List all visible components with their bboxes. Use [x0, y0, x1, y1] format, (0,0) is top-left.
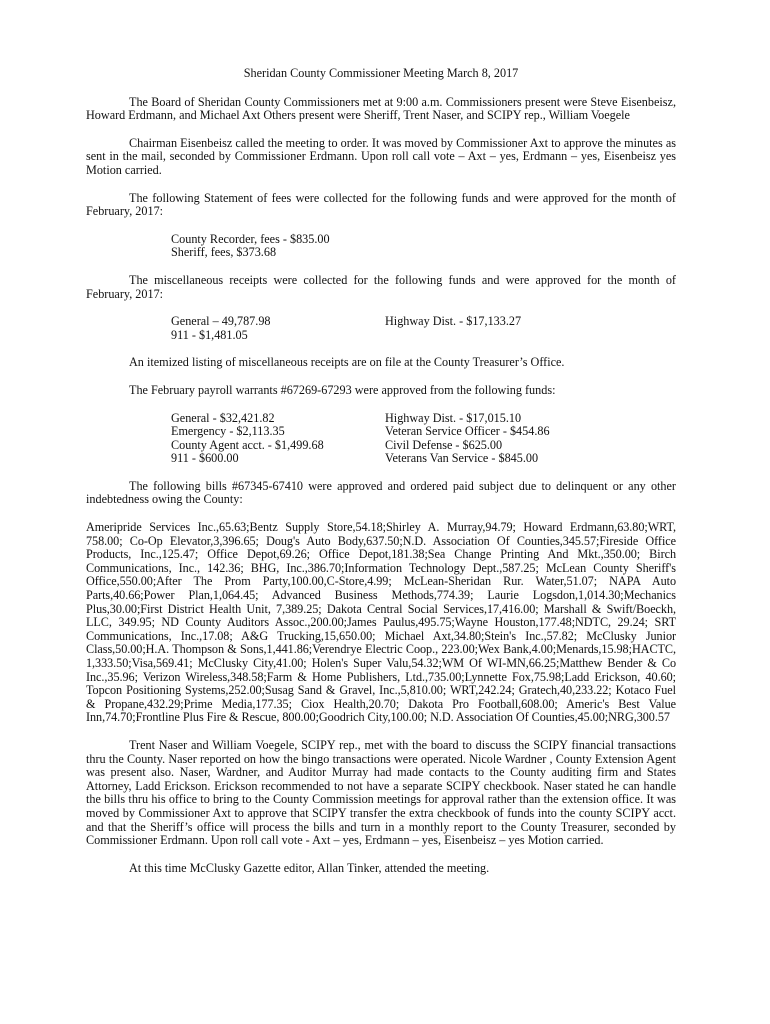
receipt-fund-left: 911 - $1,481.05 [171, 327, 248, 342]
bills-listing: Ameripride Services Inc.,65.63;Bentz Supply Store,54.18;Shirley A. Murray,94.79; Howard Erdmann,63.80;WRT, 758.00; Co-Op Elevator,3,396.65; Doug's Auto Body,637.50;N.D. Association Of Counties,345.57;Fireside Office Products, Inc.,125.47; Office Depot,69.26; Office Depot,181.38;Sea Change Printing And Mkt.,350.00; Birch Communications, Inc., 142.36; BHG, Inc.,386.70;Information Technology Dept.,587.25; McLean County Sheriff's Office,550.00;After The Prom Party,100.00,C-Store,4.99; McLean-Sheridan Rur. Water,51.07; NAPA Auto Parts,40.66;Power Plan,1,064.45; Advanced Business Methods,774.39; Laurie Logsdon,1,014.30;Mechanics Plus,30.00;First District Health Unit, 7,389.25; Dakota Central Social Services,17,416.00; Marshall & Swift/Boeckh, LLC, 349.95; ND County Auditors Assoc.,200.00;James Paulus,495.75;Wayne Houston,177.48;NDTC, 29.24; SRT Communications, Inc.,17.08; A&G Trucking,15,650.00; Michael Axt,34.80;Stein's Inc.,57.82; McClusky Junior Class,50.00;H.A. Thompson & Sons,1,441.86;Verendrye Electric Coop., 223.00;Wex Bank,4.00;Menards,15.98;HACTC, 1,333.50;Visa,569.41; McClusky City,41.00; Holen's Super Valu,54.32;WM Of WI-MN,66.25;Matthew Bender & Co Inc.,35.96; Verizon Wireless,348.58;Farm & Home Publishers, Ltd.,735.00;Lynnette Fox,75.98;Ladd Erickson, 40.60; Topcon Positioning Systems,252.00;Susag Sand & Gravel, Inc.,5,810.00; WRT,242.24; Gratech,40,233.22; Kotaco Fuel & Propane,432.29;Prime Media,177.35; Ciox Health,20.70; Dakota Pro Football,608.00; Americ's Best Value Inn,74.70;Frontline Plus Fire & Rescue, 800.00;Goodrich City,100.00; N.D. Association Of Counties,45.00;NRG,300.57 [86, 520, 676, 725]
paragraph-itemized-listing: An itemized listing of miscellaneous receipts are on file at the County Treasurer’s Office. [129, 355, 565, 370]
list-item [171, 233, 676, 247]
list-item [171, 315, 676, 329]
payroll-fund-right: Civil Defense - $625.00 [385, 437, 503, 452]
payroll-fund-right: Veterans Van Service - $845.00 [385, 451, 539, 466]
payroll-fund-left: Emergency - $2,113.35 [171, 424, 285, 439]
receipt-fund-right: Highway Dist. - $17,133.27 [385, 314, 522, 329]
list-item [171, 452, 676, 466]
misc-receipts-list [171, 315, 676, 342]
receipt-fund-left: General – 49,787.98 [171, 314, 271, 329]
paragraph-gazette-editor: At this time McClusky Gazette editor, Allan Tinker, attended the meeting. [129, 860, 490, 875]
payroll-fund-right: Veteran Service Officer - $454.86 [385, 424, 550, 439]
payroll-fund-left: General - $32,421.82 [171, 410, 275, 425]
document-body [86, 67, 676, 889]
list-item [171, 439, 676, 453]
document-title: Sheridan County Commissioner Meeting March 8, 2017 [243, 66, 519, 80]
paragraph-scipy-discussion: Trent Naser and William Voegele, SCIPY rep., met with the board to discuss the SCIPY financial transactions thru the County. Naser reported on how the bingo transactions were operated. Nicole Wardner , County Extension Agent was present also. Naser, Wardner, and Auditor Murray had made contacts to the County auditing firm and States Attorney, Ladd Erickson. Erickson recommended to not have a separate SCIPY checkbook. Naser stated he can handle the bills thru his office to bring to the County Commission meetings for approval rather than the extension office. It was moved by Commissioner Axt to approve that SCIPY transfer the extra checkbook of funds into the county SCIPY acct. and that the Sheriff’s office will process the bills and turn in a monthly report to the County Treasurer, seconded by Commissioner Erdmann. Upon roll call vote - Axt – yes, Erdmann – yes, Eisenbeisz – yes Motion carried. [86, 737, 676, 848]
paragraph-fees-intro: The following Statement of fees were collected for the following funds and were approved for the month of February, 2017: [86, 190, 676, 219]
fee-item: Sheriff, fees, $373.68 [171, 245, 277, 260]
list-item [171, 425, 676, 439]
paragraph-call-to-order: Chairman Eisenbeisz called the meeting to order. It was moved by Commissioner Axt to approve the minutes as sent in the mail, seconded by Commissioner Erdmann. Upon roll call vote – Axt – yes, Erdmann – yes, Eisenbeisz yes Motion carried. [86, 135, 676, 177]
paragraph-payroll-intro: The February payroll warrants #67269-67293 were approved from the following funds: [129, 382, 556, 397]
fee-item: County Recorder, fees - $835.00 [171, 231, 330, 246]
paragraph-attendance: The Board of Sheridan County Commissioners met at 9:00 a.m. Commissioners present were Steve Eisenbeisz, Howard Erdmann, and Michael Axt Others present were Sheriff, Trent Naser, and SCIPY rep., William Voegele [86, 94, 676, 123]
list-item [171, 329, 676, 343]
list-item [171, 412, 676, 426]
payroll-fund-left: 911 - $600.00 [171, 451, 239, 466]
payroll-list [171, 412, 676, 466]
payroll-fund-right: Highway Dist. - $17,015.10 [385, 410, 522, 425]
paragraph-bills-intro: The following bills #67345-67410 were approved and ordered paid subject due to delinquent or any other indebtedness owing the County: [86, 478, 676, 507]
paragraph-misc-receipts-intro: The miscellaneous receipts were collected for the following funds and were approved for the month of February, 2017: [86, 272, 676, 301]
payroll-fund-left: County Agent acct. - $1,499.68 [171, 437, 324, 452]
fees-list [171, 233, 676, 260]
list-item [171, 246, 676, 260]
